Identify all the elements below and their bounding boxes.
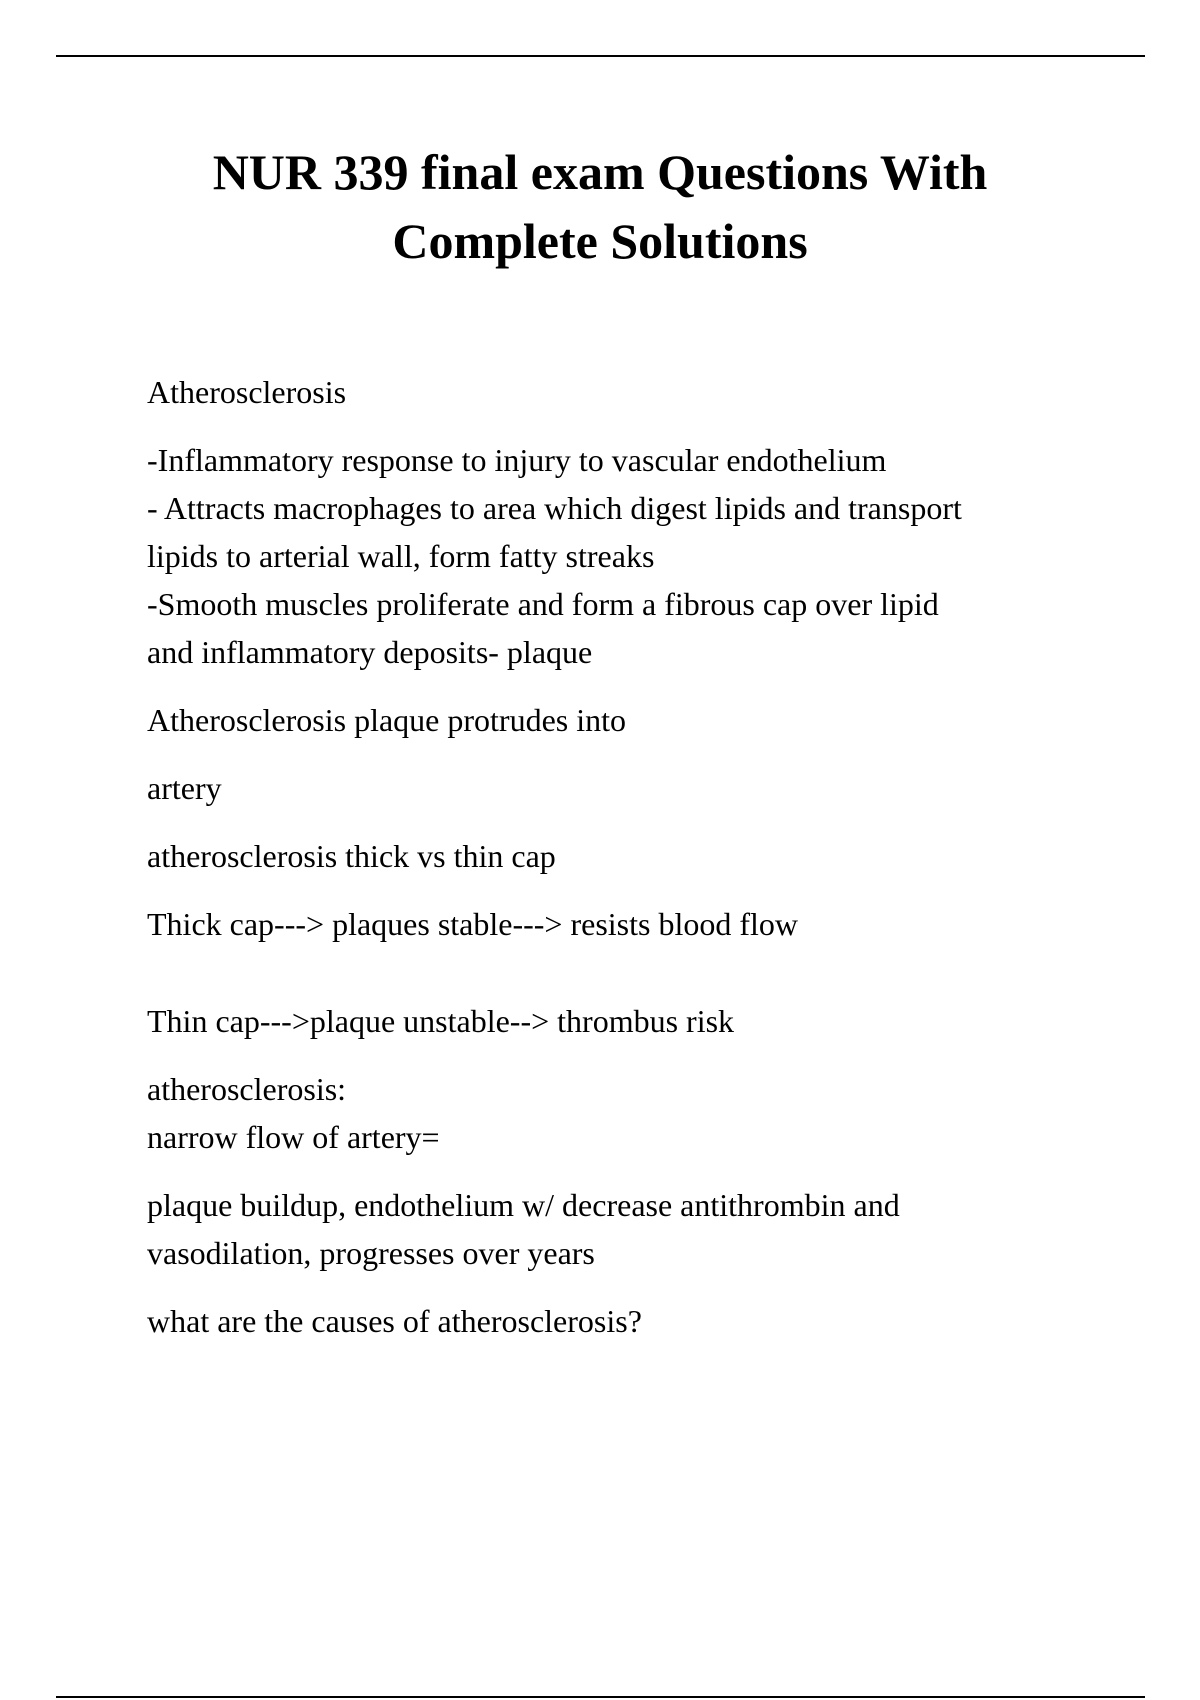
content-body (147, 368, 1107, 1365)
text-line: Thick cap---> plaques stable---> resists blood flow (147, 906, 799, 942)
term-thick-vs-thin-cap (147, 832, 1107, 880)
text-line: Thin cap--->plaque unstable--> thrombus risk (147, 1003, 735, 1039)
definition-thick-cap (147, 900, 1107, 948)
term-narrow-flow (147, 1065, 1107, 1161)
text-line: vasodilation, progresses over years (147, 1235, 595, 1271)
text-line: atherosclerosis: (147, 1071, 347, 1107)
text-line: Atherosclerosis plaque protrudes into (147, 702, 626, 738)
definition-atherosclerosis (147, 436, 1107, 676)
page-title (0, 138, 1200, 276)
text-line: -Smooth muscles proliferate and form a fibrous cap over lipid (147, 586, 939, 622)
text-line: Atherosclerosis (147, 374, 347, 410)
text-line: what are the causes of atherosclerosis? (147, 1303, 642, 1339)
bottom-rule (56, 1696, 1145, 1698)
text-line: lipids to arterial wall, form fatty streaks (147, 538, 655, 574)
definition-thin-cap (147, 997, 1107, 1045)
text-line: - Attracts macrophages to area which digest lipids and transport (147, 490, 962, 526)
text-line: atherosclerosis thick vs thin cap (147, 838, 556, 874)
text-line: -Inflammatory response to injury to vascular endothelium (147, 442, 887, 478)
definition-narrow-flow (147, 1181, 1107, 1277)
text-line: narrow flow of artery= (147, 1119, 440, 1155)
term-causes (147, 1297, 1107, 1345)
title-line-1: NUR 339 final exam Questions With (212, 144, 988, 200)
definition-plaque-protrudes (147, 764, 1107, 812)
top-rule (56, 55, 1145, 57)
term-plaque-protrudes (147, 696, 1107, 744)
term-atherosclerosis (147, 368, 1107, 416)
text-line: artery (147, 770, 222, 806)
text-line: and inflammatory deposits- plaque (147, 634, 593, 670)
title-line-2: Complete Solutions (392, 213, 808, 269)
text-line: plaque buildup, endothelium w/ decrease antithrombin and (147, 1187, 900, 1223)
